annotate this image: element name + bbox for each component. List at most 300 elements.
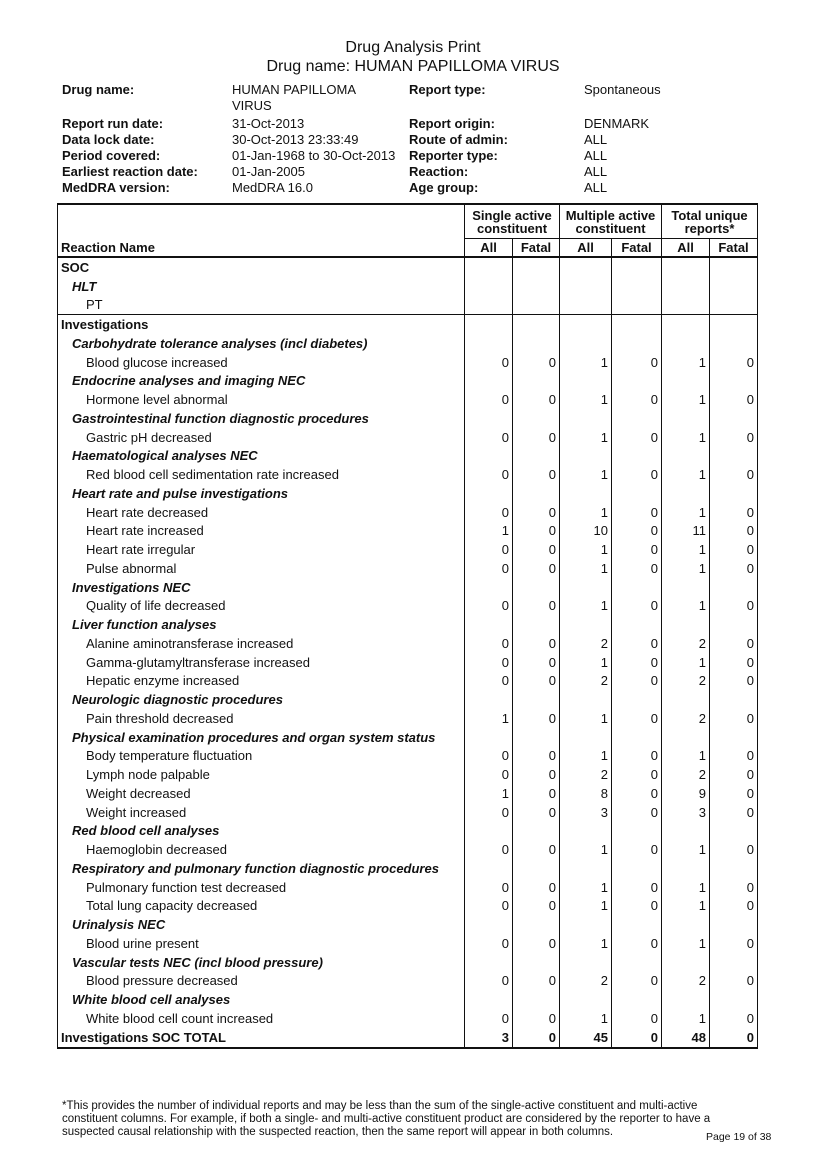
reaction-name: Urinalysis NEC bbox=[58, 915, 465, 934]
count-cell: 2 bbox=[662, 709, 710, 728]
count-cell: 0 bbox=[710, 784, 758, 803]
hlt-row bbox=[58, 915, 758, 934]
count-cell bbox=[465, 257, 513, 277]
reaction-name: Blood urine present bbox=[58, 934, 465, 953]
meta-label: Report type: bbox=[409, 82, 486, 97]
count-cell bbox=[560, 315, 612, 334]
column-header-all: All bbox=[560, 239, 612, 258]
count-cell: 0 bbox=[612, 972, 662, 991]
pt-row bbox=[58, 465, 758, 484]
count-cell: 0 bbox=[513, 672, 560, 691]
count-cell bbox=[662, 859, 710, 878]
pt-row bbox=[58, 653, 758, 672]
count-cell bbox=[513, 315, 560, 334]
count-cell: 0 bbox=[710, 597, 758, 616]
count-cell: 0 bbox=[465, 972, 513, 991]
reaction-name: Gamma-glutamyltransferase increased bbox=[58, 653, 465, 672]
count-cell bbox=[560, 953, 612, 972]
pt-row bbox=[58, 597, 758, 616]
reaction-name: White blood cell analyses bbox=[58, 990, 465, 1009]
reaction-name: Respiratory and pulmonary function diagnostic procedures bbox=[58, 859, 465, 878]
count-cell bbox=[662, 953, 710, 972]
count-cell: 1 bbox=[465, 522, 513, 541]
reaction-name: Total lung capacity decreased bbox=[58, 897, 465, 916]
meta-value: ALL bbox=[584, 164, 608, 179]
count-cell: 0 bbox=[612, 765, 662, 784]
count-cell bbox=[560, 859, 612, 878]
count-cell: 0 bbox=[612, 559, 662, 578]
count-cell bbox=[560, 484, 612, 503]
count-cell: 0 bbox=[612, 784, 662, 803]
count-cell: 0 bbox=[465, 353, 513, 372]
count-cell bbox=[465, 334, 513, 353]
reaction-name: Weight decreased bbox=[58, 784, 465, 803]
count-cell bbox=[465, 277, 513, 296]
reaction-name: Haematological analyses NEC bbox=[58, 447, 465, 466]
count-cell: 1 bbox=[662, 897, 710, 916]
count-cell: 0 bbox=[513, 840, 560, 859]
count-cell bbox=[662, 690, 710, 709]
count-cell: 0 bbox=[612, 653, 662, 672]
count-cell: 0 bbox=[612, 634, 662, 653]
meta-value: 31-Oct-2013 bbox=[232, 116, 305, 131]
count-cell bbox=[513, 990, 560, 1009]
page-number: Page 19 of 38 bbox=[706, 1131, 772, 1143]
count-cell bbox=[560, 409, 612, 428]
count-cell: 0 bbox=[465, 634, 513, 653]
count-cell bbox=[513, 447, 560, 466]
count-cell: 0 bbox=[465, 934, 513, 953]
count-cell: 1 bbox=[465, 784, 513, 803]
count-cell: 0 bbox=[612, 934, 662, 953]
count-cell bbox=[710, 990, 758, 1009]
count-cell bbox=[662, 315, 710, 334]
count-cell bbox=[710, 615, 758, 634]
count-cell: 0 bbox=[612, 897, 662, 916]
count-cell bbox=[513, 690, 560, 709]
count-cell bbox=[560, 578, 612, 597]
count-cell bbox=[560, 822, 612, 841]
count-cell: 0 bbox=[465, 390, 513, 409]
count-cell bbox=[662, 728, 710, 747]
count-cell bbox=[662, 447, 710, 466]
count-cell: 0 bbox=[612, 522, 662, 541]
meta-label: Data lock date: bbox=[62, 132, 155, 147]
count-cell bbox=[560, 257, 612, 277]
count-cell: 0 bbox=[710, 803, 758, 822]
count-cell: 0 bbox=[465, 428, 513, 447]
count-cell bbox=[612, 484, 662, 503]
reaction-name: Physical examination procedures and organ system status bbox=[58, 728, 465, 747]
meta-value: ALL bbox=[584, 132, 608, 147]
count-cell bbox=[710, 296, 758, 315]
count-cell bbox=[710, 822, 758, 841]
meta-label: Reaction: bbox=[409, 164, 469, 179]
count-cell bbox=[710, 578, 758, 597]
meta-label: MedDRA version: bbox=[62, 180, 170, 195]
count-cell bbox=[465, 690, 513, 709]
hlt-row bbox=[58, 277, 758, 296]
count-cell: 1 bbox=[662, 428, 710, 447]
column-header-all: All bbox=[662, 239, 710, 258]
count-cell: 0 bbox=[513, 428, 560, 447]
reaction-name: Quality of life decreased bbox=[58, 597, 465, 616]
pt-row bbox=[58, 428, 758, 447]
pt-row bbox=[58, 540, 758, 559]
count-cell: 0 bbox=[710, 634, 758, 653]
count-cell: 0 bbox=[513, 972, 560, 991]
count-cell bbox=[612, 257, 662, 277]
count-cell: 0 bbox=[710, 878, 758, 897]
count-cell: 0 bbox=[465, 803, 513, 822]
reaction-name: Endocrine analyses and imaging NEC bbox=[58, 372, 465, 391]
count-cell: 1 bbox=[560, 653, 612, 672]
reaction-name: Haemoglobin decreased bbox=[58, 840, 465, 859]
count-cell: 0 bbox=[465, 1009, 513, 1028]
count-cell: 0 bbox=[710, 428, 758, 447]
count-cell: 1 bbox=[662, 653, 710, 672]
count-cell bbox=[465, 822, 513, 841]
count-cell: 0 bbox=[513, 503, 560, 522]
count-cell bbox=[513, 296, 560, 315]
count-cell bbox=[465, 578, 513, 597]
count-cell bbox=[710, 447, 758, 466]
count-cell bbox=[710, 690, 758, 709]
count-cell bbox=[662, 578, 710, 597]
count-cell: 0 bbox=[465, 653, 513, 672]
count-cell: 0 bbox=[465, 540, 513, 559]
hlt-row bbox=[58, 990, 758, 1009]
count-cell: 0 bbox=[465, 672, 513, 691]
pt-row bbox=[58, 972, 758, 991]
count-cell: 0 bbox=[513, 803, 560, 822]
count-cell: 0 bbox=[513, 540, 560, 559]
count-cell: 0 bbox=[465, 503, 513, 522]
reaction-name: Heart rate irregular bbox=[58, 540, 465, 559]
count-cell: 0 bbox=[612, 428, 662, 447]
count-cell bbox=[612, 915, 662, 934]
count-cell bbox=[465, 859, 513, 878]
count-cell: 0 bbox=[710, 653, 758, 672]
count-cell: 48 bbox=[662, 1028, 710, 1048]
count-cell: 1 bbox=[560, 597, 612, 616]
count-cell: 0 bbox=[513, 634, 560, 653]
count-cell: 3 bbox=[465, 1028, 513, 1048]
count-cell: 0 bbox=[612, 540, 662, 559]
count-cell: 2 bbox=[662, 672, 710, 691]
count-cell: 10 bbox=[560, 522, 612, 541]
reaction-name: PT bbox=[58, 296, 465, 315]
count-cell: 0 bbox=[465, 597, 513, 616]
count-cell: 1 bbox=[560, 1009, 612, 1028]
reaction-name: Gastric pH decreased bbox=[58, 428, 465, 447]
count-cell bbox=[560, 334, 612, 353]
reaction-name: Blood pressure decreased bbox=[58, 972, 465, 991]
count-cell: 1 bbox=[662, 540, 710, 559]
count-cell bbox=[513, 372, 560, 391]
count-cell: 1 bbox=[560, 503, 612, 522]
count-cell: 1 bbox=[662, 934, 710, 953]
count-cell: 0 bbox=[465, 765, 513, 784]
count-cell: 0 bbox=[710, 709, 758, 728]
hlt-row bbox=[58, 953, 758, 972]
reaction-name: Hepatic enzyme increased bbox=[58, 672, 465, 691]
count-cell bbox=[513, 615, 560, 634]
count-cell bbox=[662, 372, 710, 391]
count-cell: 1 bbox=[560, 428, 612, 447]
count-cell bbox=[465, 915, 513, 934]
meta-value: Spontaneous bbox=[584, 82, 661, 97]
reaction-name: Carbohydrate tolerance analyses (incl diabetes) bbox=[58, 334, 465, 353]
hlt-row bbox=[58, 484, 758, 503]
reaction-name: Alanine aminotransferase increased bbox=[58, 634, 465, 653]
reaction-name: Pulmonary function test decreased bbox=[58, 878, 465, 897]
hlt-row bbox=[58, 447, 758, 466]
count-cell: 1 bbox=[662, 465, 710, 484]
multiple-active-header: Multiple active constituent bbox=[560, 204, 662, 239]
count-cell: 0 bbox=[465, 897, 513, 916]
meta-value: HUMAN PAPILLOMA VIRUS bbox=[232, 82, 356, 113]
count-cell: 0 bbox=[612, 1028, 662, 1048]
count-cell: 2 bbox=[662, 765, 710, 784]
count-cell: 0 bbox=[710, 1028, 758, 1048]
count-cell bbox=[612, 409, 662, 428]
count-cell: 1 bbox=[560, 540, 612, 559]
count-cell bbox=[612, 990, 662, 1009]
count-cell bbox=[513, 953, 560, 972]
count-cell: 1 bbox=[662, 390, 710, 409]
pt-row bbox=[58, 353, 758, 372]
reaction-name: Pain threshold decreased bbox=[58, 709, 465, 728]
reaction-name: Pulse abnormal bbox=[58, 559, 465, 578]
column-header-fatal: Fatal bbox=[513, 239, 560, 258]
meta-label: Route of admin: bbox=[409, 132, 508, 147]
reaction-name: Investigations bbox=[58, 315, 465, 334]
count-cell bbox=[465, 315, 513, 334]
count-cell: 0 bbox=[710, 522, 758, 541]
count-cell bbox=[560, 990, 612, 1009]
count-cell: 0 bbox=[612, 840, 662, 859]
pt-row bbox=[58, 897, 758, 916]
pt-row bbox=[58, 390, 758, 409]
count-cell: 0 bbox=[513, 465, 560, 484]
count-cell bbox=[513, 484, 560, 503]
hlt-row bbox=[58, 334, 758, 353]
meta-label: Age group: bbox=[409, 180, 479, 195]
count-cell: 0 bbox=[612, 878, 662, 897]
count-cell bbox=[662, 257, 710, 277]
count-cell bbox=[662, 409, 710, 428]
count-cell bbox=[513, 915, 560, 934]
count-cell bbox=[513, 578, 560, 597]
count-cell: 8 bbox=[560, 784, 612, 803]
pt-row bbox=[58, 296, 758, 315]
count-cell: 1 bbox=[662, 878, 710, 897]
meta-value: ALL bbox=[584, 148, 608, 163]
meta-value: DENMARK bbox=[584, 116, 650, 131]
meta-value: 30-Oct-2013 23:33:49 bbox=[232, 132, 359, 147]
hlt-row bbox=[58, 578, 758, 597]
count-cell bbox=[560, 447, 612, 466]
pt-row bbox=[58, 672, 758, 691]
count-cell: 2 bbox=[560, 972, 612, 991]
count-cell bbox=[513, 409, 560, 428]
count-cell bbox=[662, 296, 710, 315]
count-cell bbox=[465, 990, 513, 1009]
count-cell: 0 bbox=[710, 897, 758, 916]
soc-row bbox=[58, 257, 758, 277]
count-cell: 0 bbox=[513, 878, 560, 897]
count-cell: 0 bbox=[513, 1028, 560, 1048]
count-cell: 1 bbox=[560, 934, 612, 953]
count-cell bbox=[710, 277, 758, 296]
count-cell bbox=[612, 296, 662, 315]
count-cell: 0 bbox=[612, 803, 662, 822]
count-cell: 0 bbox=[710, 540, 758, 559]
count-cell: 2 bbox=[560, 672, 612, 691]
count-cell: 1 bbox=[662, 503, 710, 522]
meta-label: Report origin: bbox=[409, 116, 495, 131]
count-cell: 0 bbox=[612, 709, 662, 728]
reaction-name: Heart rate increased bbox=[58, 522, 465, 541]
count-cell bbox=[465, 372, 513, 391]
count-cell bbox=[560, 372, 612, 391]
count-cell: 0 bbox=[612, 390, 662, 409]
reaction-name: Investigations NEC bbox=[58, 578, 465, 597]
count-cell bbox=[710, 257, 758, 277]
count-cell: 0 bbox=[710, 972, 758, 991]
count-cell bbox=[513, 728, 560, 747]
reaction-name: Gastrointestinal function diagnostic procedures bbox=[58, 409, 465, 428]
count-cell: 0 bbox=[465, 465, 513, 484]
meta-label: Report run date: bbox=[62, 116, 164, 131]
meta-value: ALL bbox=[584, 180, 608, 195]
count-cell: 2 bbox=[560, 634, 612, 653]
hlt-row bbox=[58, 409, 758, 428]
count-cell: 1 bbox=[560, 840, 612, 859]
meta-value: MedDRA 16.0 bbox=[232, 180, 313, 195]
count-cell bbox=[612, 447, 662, 466]
report-subtitle: Drug name: HUMAN PAPILLOMA VIRUS bbox=[266, 58, 560, 75]
count-cell bbox=[612, 690, 662, 709]
count-cell bbox=[612, 578, 662, 597]
count-cell bbox=[612, 277, 662, 296]
count-cell bbox=[710, 409, 758, 428]
single-active-header: Single active constituent bbox=[465, 204, 560, 239]
count-cell bbox=[465, 728, 513, 747]
reaction-name: Weight increased bbox=[58, 803, 465, 822]
reaction-name: White blood cell count increased bbox=[58, 1009, 465, 1028]
report-title: Drug Analysis Print bbox=[345, 39, 481, 56]
count-cell: 0 bbox=[612, 1009, 662, 1028]
count-cell: 0 bbox=[612, 597, 662, 616]
count-cell bbox=[662, 990, 710, 1009]
count-cell: 1 bbox=[560, 709, 612, 728]
count-cell: 0 bbox=[513, 897, 560, 916]
column-header-fatal: Fatal bbox=[710, 239, 758, 258]
column-header-all: All bbox=[465, 239, 513, 258]
count-cell bbox=[662, 484, 710, 503]
count-cell: 9 bbox=[662, 784, 710, 803]
pt-row bbox=[58, 503, 758, 522]
reaction-name: Liver function analyses bbox=[58, 615, 465, 634]
count-cell: 0 bbox=[612, 353, 662, 372]
count-cell bbox=[612, 334, 662, 353]
reaction-name: Red blood cell sedimentation rate increased bbox=[58, 465, 465, 484]
count-cell bbox=[560, 728, 612, 747]
count-cell: 0 bbox=[513, 747, 560, 766]
pt-row bbox=[58, 522, 758, 541]
count-cell bbox=[710, 372, 758, 391]
count-cell bbox=[465, 296, 513, 315]
count-cell: 0 bbox=[513, 1009, 560, 1028]
count-cell bbox=[513, 277, 560, 296]
count-cell: 0 bbox=[513, 390, 560, 409]
count-cell bbox=[612, 728, 662, 747]
count-cell bbox=[710, 728, 758, 747]
count-cell bbox=[612, 859, 662, 878]
count-cell: 0 bbox=[465, 559, 513, 578]
footnote: *This provides the number of individual reports and may be less than the sum of the single-active constituent and multi-active constituent columns. For example, if both a single- and multi-active constituent product are considered by the reporter to have a suspected causal relationship with the suspected reaction, then the same report will appear in both columns. bbox=[62, 1100, 711, 1138]
count-cell: 0 bbox=[513, 709, 560, 728]
count-cell bbox=[560, 277, 612, 296]
count-cell: 45 bbox=[560, 1028, 612, 1048]
column-header-fatal: Fatal bbox=[612, 239, 662, 258]
meta-value: 01-Jan-1968 to 30-Oct-2013 bbox=[232, 148, 396, 163]
count-cell: 0 bbox=[513, 765, 560, 784]
reaction-name: Heart rate and pulse investigations bbox=[58, 484, 465, 503]
reaction-name: SOC bbox=[58, 257, 465, 277]
count-cell: 11 bbox=[662, 522, 710, 541]
meta-label: Drug name: bbox=[62, 82, 135, 97]
count-cell bbox=[560, 915, 612, 934]
count-cell bbox=[612, 822, 662, 841]
count-cell bbox=[710, 953, 758, 972]
hlt-row bbox=[58, 822, 758, 841]
count-cell: 2 bbox=[662, 634, 710, 653]
reaction-name: Blood glucose increased bbox=[58, 353, 465, 372]
count-cell: 1 bbox=[662, 747, 710, 766]
count-cell bbox=[465, 953, 513, 972]
reaction-name: Investigations SOC TOTAL bbox=[58, 1028, 465, 1048]
count-cell: 1 bbox=[560, 465, 612, 484]
count-cell: 1 bbox=[560, 878, 612, 897]
count-cell bbox=[710, 915, 758, 934]
count-cell: 0 bbox=[513, 597, 560, 616]
count-cell: 1 bbox=[465, 709, 513, 728]
count-cell: 0 bbox=[710, 672, 758, 691]
reaction-name: Red blood cell analyses bbox=[58, 822, 465, 841]
count-cell bbox=[560, 690, 612, 709]
count-cell bbox=[513, 822, 560, 841]
count-cell: 0 bbox=[710, 559, 758, 578]
count-cell: 1 bbox=[560, 390, 612, 409]
count-cell: 0 bbox=[513, 559, 560, 578]
pt-row bbox=[58, 709, 758, 728]
count-cell bbox=[662, 615, 710, 634]
reaction-name: Vascular tests NEC (incl blood pressure) bbox=[58, 953, 465, 972]
pt-row bbox=[58, 934, 758, 953]
meta-label: Period covered: bbox=[62, 148, 161, 163]
count-cell bbox=[662, 915, 710, 934]
total-unique-header: Total unique reports* bbox=[662, 204, 758, 239]
reaction-name: Hormone level abnormal bbox=[58, 390, 465, 409]
count-cell: 0 bbox=[612, 747, 662, 766]
pt-row bbox=[58, 765, 758, 784]
pt-row bbox=[58, 803, 758, 822]
count-cell: 1 bbox=[560, 559, 612, 578]
count-cell: 0 bbox=[710, 840, 758, 859]
